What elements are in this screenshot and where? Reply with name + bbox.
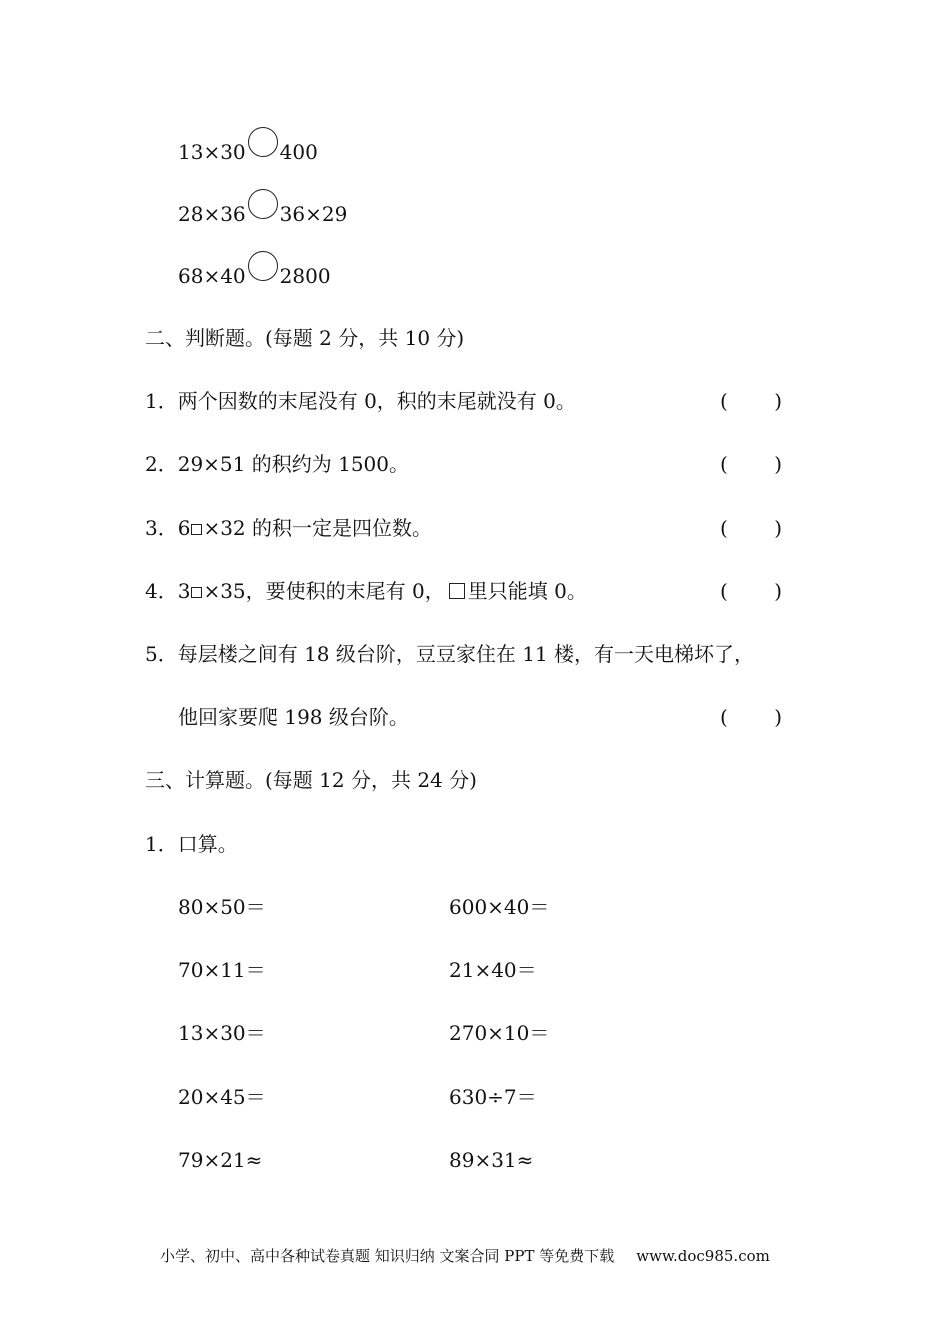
page-footer <box>160 1246 770 1266</box>
answer-paren[interactable] <box>720 579 782 603</box>
oral-problem: 79×21≈ <box>178 1148 263 1172</box>
question-4-part-a: 4．3 <box>145 579 191 603</box>
answer-paren[interactable] <box>720 452 782 476</box>
question-3-part-a: 3．6 <box>145 516 191 540</box>
comparison-left: 13×30 <box>178 140 246 164</box>
oral-problem: 70×11＝ <box>178 958 266 982</box>
paren-close: ) <box>774 389 782 413</box>
section-2-title: 二、判断题。(每题 2 分，共 10 分) <box>145 326 465 350</box>
comparison-item <box>178 137 318 167</box>
paren-open: ( <box>720 705 728 729</box>
blank-square-icon <box>449 583 465 599</box>
question-2: 2．29×51 的积约为 1500。 <box>145 452 409 476</box>
question-5-line-1: 5．每层楼之间有 18 级台阶，豆豆家住在 11 楼，有一天电梯坏了， <box>145 642 755 666</box>
oral-problem: 270×10＝ <box>449 1021 550 1045</box>
comparison-right: 2800 <box>279 264 331 288</box>
question-5-line-2: 他回家要爬 198 级台阶。 <box>178 705 409 729</box>
question-1: 1．两个因数的末尾没有 0，积的末尾就没有 0。 <box>145 389 576 413</box>
comparison-item <box>178 261 331 291</box>
oral-problem: 20×45＝ <box>178 1085 266 1109</box>
oral-problem: 80×50＝ <box>178 895 266 919</box>
question-4-part-b: ×35，要使积的末尾有 0， <box>203 579 445 603</box>
compare-circle-blank[interactable] <box>248 251 278 281</box>
comparison-left: 28×36 <box>178 202 246 226</box>
paren-open: ( <box>720 579 728 603</box>
paren-close: ) <box>774 516 782 540</box>
paren-close: ) <box>774 705 782 729</box>
answer-paren[interactable] <box>720 705 782 729</box>
question-3-part-b: ×32 的积一定是四位数。 <box>203 516 433 540</box>
comparison-right: 36×29 <box>279 202 348 226</box>
answer-paren[interactable] <box>720 389 782 413</box>
question-4 <box>145 579 587 603</box>
question-3 <box>145 516 432 540</box>
blank-square-icon <box>191 587 202 598</box>
footer-link[interactable]: www.doc985.com <box>636 1247 770 1265</box>
blank-square-icon <box>191 524 202 535</box>
paren-close: ) <box>774 452 782 476</box>
compare-circle-blank[interactable] <box>248 127 278 157</box>
footer-text: 小学、初中、高中各种试卷真题 知识归纳 文案合同 PPT 等免费下载 <box>160 1247 615 1265</box>
oral-problem: 21×40＝ <box>449 958 537 982</box>
oral-problem: 600×40＝ <box>449 895 550 919</box>
paren-open: ( <box>720 389 728 413</box>
sub-question-oral: 1．口算。 <box>145 832 238 856</box>
paren-open: ( <box>720 452 728 476</box>
section-3-title: 三、计算题。(每题 12 分，共 24 分) <box>145 768 477 792</box>
question-4-part-c: 里只能填 0。 <box>467 579 587 603</box>
oral-problem: 13×30＝ <box>178 1021 266 1045</box>
paren-open: ( <box>720 516 728 540</box>
comparison-right: 400 <box>279 140 318 164</box>
oral-problem: 630÷7＝ <box>449 1085 537 1109</box>
paren-close: ) <box>774 579 782 603</box>
answer-paren[interactable] <box>720 516 782 540</box>
comparison-left: 68×40 <box>178 264 246 288</box>
oral-problem: 89×31≈ <box>449 1148 534 1172</box>
compare-circle-blank[interactable] <box>248 189 278 219</box>
comparison-item <box>178 199 347 229</box>
